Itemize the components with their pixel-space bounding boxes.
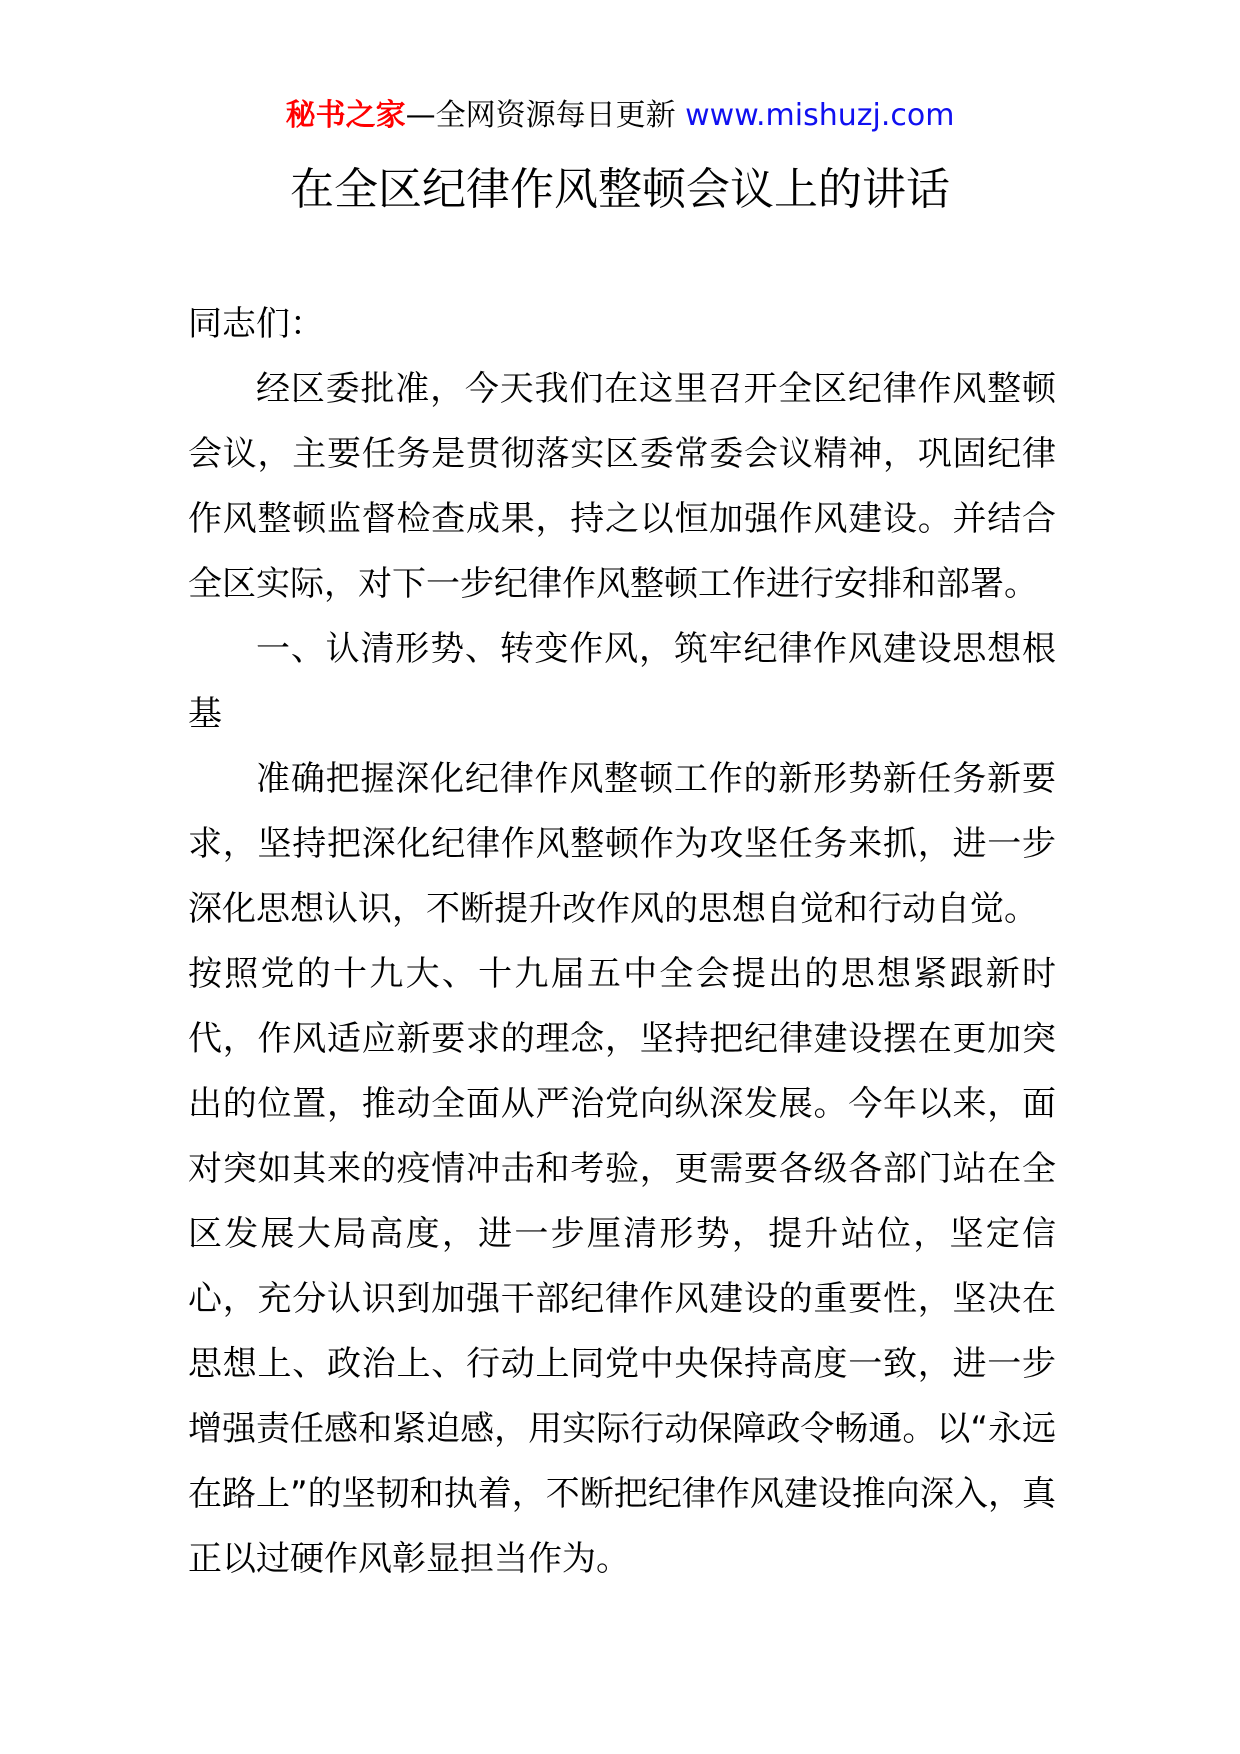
- site-url-link[interactable]: www.mishuzj.com: [685, 98, 955, 133]
- document-body: [188, 292, 1056, 1592]
- paragraph-section-1-a: 准确把握深化纪律作风整顿工作的新形势新任务新要求，坚持把深化纪律作风整顿作为攻坚任务来抓，进一步深化思想认识，不断提升改作风的思想自觉和行动自觉。: [188, 759, 1056, 929]
- document-title: 在全区纪律作风整顿会议上的讲话: [290, 164, 950, 215]
- site-header: [0, 96, 1240, 136]
- greeting: 同志们：: [188, 304, 324, 344]
- paragraph-intro: 经区委批准，今天我们在这里召开全区纪律作风整顿会议，主要任务是贯彻落实区委常委会议精神，巩固纪律作风整顿监督检查成果，持之以恒加强作风建设。并结合全区实际，对下一步纪律作风整顿工作进行安排和部署。: [188, 369, 1056, 604]
- header-tagline: —全网资源每日更新: [405, 98, 676, 133]
- section-heading-1: 一、认清形势、转变作风，筑牢纪律作风建设思想根基: [188, 629, 1056, 734]
- brand-name: 秘书之家: [285, 98, 406, 133]
- paragraph-section-1-b: 按照党的十九大、十九届五中全会提出的思想紧跟新时代，作风适应新要求的理念，坚持把纪律建设摆在更加突出的位置，推动全面从严治党向纵深发展。今年以来，面对突如其来的疫情冲击和考验，更需要各级各部门站在全区发展大局高度，进一步厘清形势，提升站位，坚定信心，充分认识到加强干部纪律作风建设的重要性，坚决在思想上、政治上、行动上同党中央保持高度一致，进一步增强责任感和紧迫感，用实际行动保障政令畅通。以“永远在路上”的坚韧和执着，不断把纪律作风建设推向深入，真正以过硬作风彰显担当作为。: [188, 954, 1056, 1579]
